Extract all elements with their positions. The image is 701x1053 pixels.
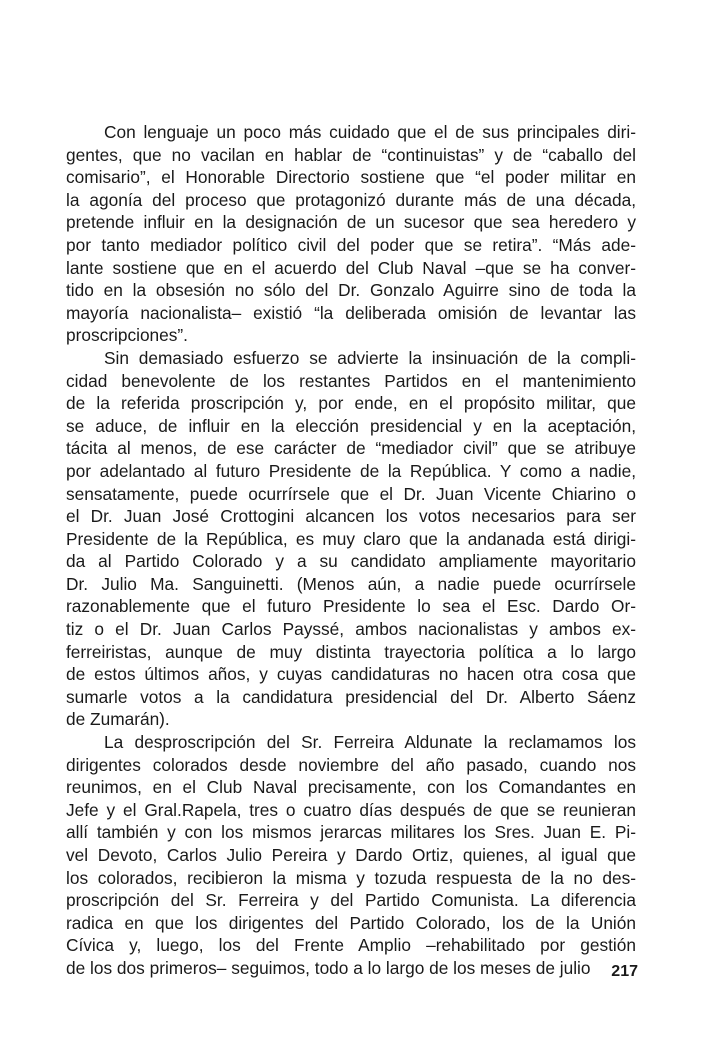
text-line: razonablemente que el futuro Presidente lo sea el Esc. Dardo Or- (66, 596, 636, 617)
text-line: Sin demasiado esfuerzo se advierte la insinuación de la compli- (104, 347, 636, 368)
text-line: sensatamente, puede ocurrírsele que el Dr. Juan Vicente Chiarino o (66, 483, 636, 504)
text-line: Jefe y el Gral.Rapela, tres o cuatro días después de que se reunieran (66, 799, 636, 820)
text-line: comisario”, el Honorable Directorio sostiene que “el poder militar en (66, 167, 636, 188)
text-line: La desproscripción del Sr. Ferreira Aldunate la reclamamos los (104, 732, 636, 753)
text-line: tiz o el Dr. Juan Carlos Payssé, ambos nacionalistas y ambos ex- (66, 619, 636, 640)
text-line: por adelantado al futuro Presidente de la República. Y como a nadie, (66, 460, 636, 481)
text-line: la agonía del proceso que protagonizó durante más de una década, (66, 189, 636, 210)
text-line: sumarle votos a la candidatura presidencial del Dr. Alberto Sáenz (66, 686, 636, 707)
body-text (66, 121, 636, 980)
text-line: mayoría nacionalista– existió “la deliberada omisión de levantar las (66, 302, 636, 323)
text-line: pretende influir en la designación de un sucesor que sea heredero y (66, 212, 636, 233)
text-line: allí también y con los mismos jerarcas militares los Sres. Juan E. Pi- (66, 822, 636, 843)
text-line: Dr. Julio Ma. Sanguinetti. (Menos aún, a nadie puede ocurrírsele (66, 573, 636, 594)
paragraph (66, 121, 636, 347)
text-line: de estos últimos años, y cuyas candidaturas no hacen otra cosa que (66, 664, 636, 685)
text-line: el Dr. Juan José Crottogini alcancen los votos necesarios para ser (66, 506, 636, 527)
text-line: los colorados, recibieron la misma y tozuda respuesta de la no des- (66, 867, 636, 888)
text-line: ferreiristas, aunque de muy distinta trayectoria política a lo largo (66, 641, 636, 662)
text-line: se aduce, de influir en la elección presidencial y en la aceptación, (66, 415, 636, 436)
text-line: de Zumarán). (66, 709, 170, 730)
paragraph (66, 731, 636, 980)
text-line: tido en la obsesión no sólo del Dr. Gonzalo Aguirre sino de toda la (66, 280, 636, 301)
text-line: proscripciones”. (66, 325, 188, 346)
text-line: lante sostiene que en el acuerdo del Club Naval –que se ha conver- (66, 257, 636, 278)
text-line: tácita al menos, de ese carácter de “mediador civil” que se atribuye (66, 438, 636, 459)
text-line: reunimos, en el Club Naval precisamente, con los Comandantes en (66, 777, 636, 798)
text-line: Cívica y, luego, los del Frente Amplio –rehabilitado por gestión (66, 935, 636, 956)
text-line: radica en que los dirigentes del Partido Colorado, los de la Unión (66, 912, 636, 933)
text-line: da al Partido Colorado y a su candidato ampliamente mayoritario (66, 551, 636, 572)
text-line: gentes, que no vacilan en hablar de “continuistas” y de “caballo del (66, 144, 636, 165)
paragraph (66, 347, 636, 731)
text-line: Presidente de la República, es muy claro que la andanada está dirigi- (66, 528, 636, 549)
text-line: por tanto mediador político civil del poder que se retira”. “Más ade- (66, 234, 636, 255)
text-line: cidad benevolente de los restantes Partidos en el mantenimiento (66, 370, 636, 391)
text-line: dirigentes colorados desde noviembre del año pasado, cuando nos (66, 754, 636, 775)
text-line: de los dos primeros– seguimos, todo a lo largo de los meses de julio (66, 957, 591, 978)
text-line: proscripción del Sr. Ferreira y del Partido Comunista. La diferencia (66, 890, 636, 911)
text-line: vel Devoto, Carlos Julio Pereira y Dardo Ortiz, quienes, al igual que (66, 845, 636, 865)
text-line: Con lenguaje un poco más cuidado que el de sus principales diri- (104, 122, 636, 142)
page-number: 217 (611, 963, 638, 980)
text-line: de la referida proscripción y, por ende, en el propósito militar, que (66, 393, 636, 414)
